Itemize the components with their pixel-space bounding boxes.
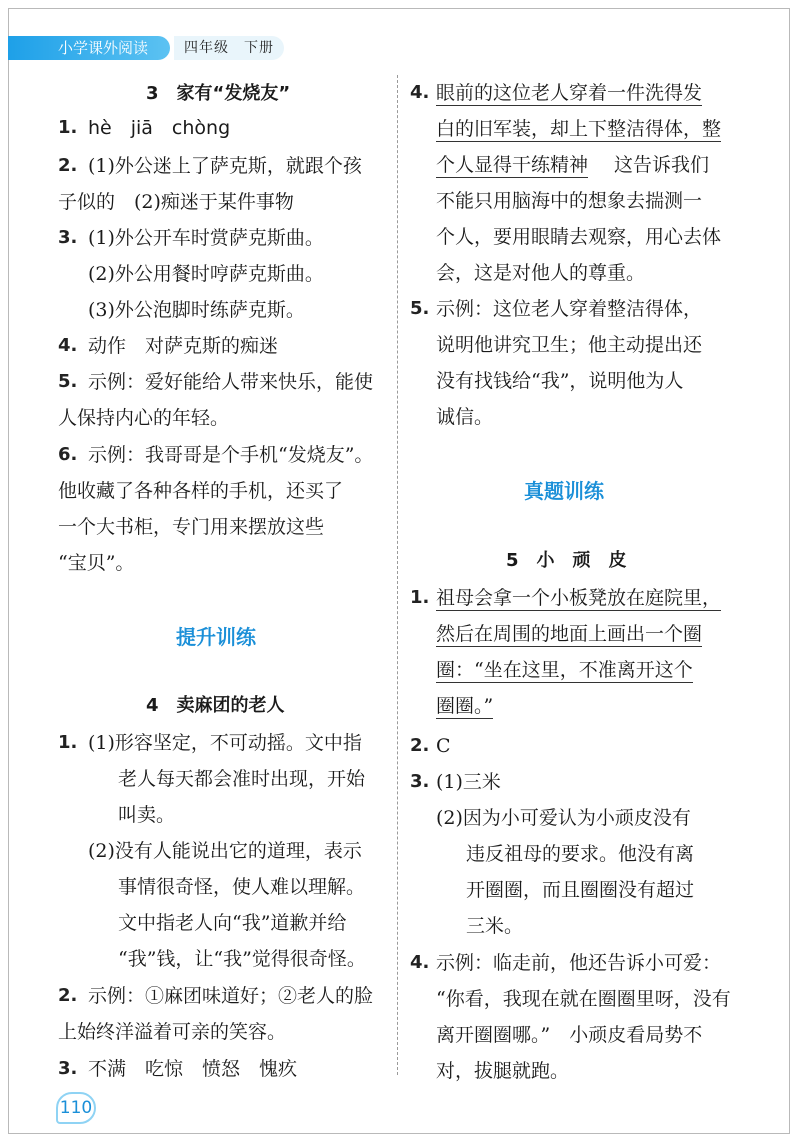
q6-line: 一个大书柜，专门用来摆放这些 bbox=[58, 516, 325, 538]
story-5-title: 5 小 顽 皮 bbox=[506, 550, 627, 571]
series-label: 小学课外阅读 bbox=[8, 36, 170, 60]
c1-line bbox=[436, 580, 721, 616]
q3-line: (1)外公开车时赏萨克斯曲。 bbox=[88, 227, 324, 249]
c3-line: (2)因为小可爱认为小顽皮没有 bbox=[436, 807, 691, 829]
a1-line: (2)没有人能说出它的道理，表示 bbox=[88, 840, 362, 862]
b4-line: 个人，要用眼睛去观察，用心去体 bbox=[436, 226, 722, 248]
c3-line: 开圈圈，而且圈圈没有超过 bbox=[466, 879, 695, 901]
column-divider bbox=[397, 75, 398, 1075]
c2-number: 2. bbox=[410, 735, 430, 756]
b4-line: 会，这是对他人的尊重。 bbox=[436, 262, 646, 284]
a2-line: 上始终洋溢着可亲的笑容。 bbox=[58, 1021, 287, 1043]
a3-text: 不满 吃惊 愤怒 愧疚 bbox=[88, 1058, 298, 1080]
story-3-title: 3 家有“发烧友” bbox=[146, 83, 291, 104]
q6-number: 6. bbox=[58, 444, 78, 465]
b4-line bbox=[436, 75, 702, 111]
page-number: 110 bbox=[56, 1092, 96, 1124]
c4-number: 4. bbox=[410, 952, 430, 973]
c1-number: 1. bbox=[410, 587, 430, 608]
a3-number: 3. bbox=[58, 1058, 78, 1079]
q5-line: 人保持内心的年轻。 bbox=[58, 407, 230, 429]
b4-line: 不能只用脑海中的想象去揣测一 bbox=[436, 190, 703, 212]
b5-line: 诚信。 bbox=[436, 406, 494, 428]
q4-number: 4. bbox=[58, 335, 78, 356]
q5-number: 5. bbox=[58, 371, 78, 392]
c1-line bbox=[436, 688, 493, 724]
q2-number: 2. bbox=[58, 155, 78, 176]
c4-line: 示例：临走前，他还告诉小可爱： bbox=[436, 952, 722, 974]
a2-number: 2. bbox=[58, 985, 78, 1006]
c3-number: 3. bbox=[410, 771, 430, 792]
a1-line: 文中指老人向“我”道歉并给 bbox=[118, 912, 347, 934]
q3-line: (3)外公泡脚时练萨克斯。 bbox=[88, 299, 305, 321]
b5-line: 没有找钱给“我”，说明他为人 bbox=[436, 370, 684, 392]
c1-line bbox=[436, 652, 693, 688]
underlined-text: 个人显得干练精神 bbox=[436, 154, 589, 176]
q6-line: “宝贝”。 bbox=[58, 552, 135, 574]
underlined-text: 眼前的这位老人穿着一件洗得发 bbox=[436, 82, 703, 104]
q6-line: 他收藏了各种各样的手机，还买了 bbox=[58, 480, 344, 502]
plain-text: 这告诉我们 bbox=[614, 154, 710, 176]
a1-line: 老人每天都会准时出现，开始 bbox=[118, 768, 366, 790]
b4-line bbox=[436, 111, 721, 147]
grade-label: 四年级 下册 bbox=[174, 36, 284, 60]
q6-line: 示例：我哥哥是个手机“发烧友”。 bbox=[88, 444, 374, 466]
q1-text: hè jiā chòng bbox=[88, 117, 231, 139]
underlined-text: 祖母会拿一个小板凳放在庭院里， bbox=[436, 587, 722, 609]
q4-text: 动作 对萨克斯的痴迷 bbox=[88, 335, 279, 357]
a1-line: 叫卖。 bbox=[118, 804, 176, 826]
q5-line: 示例：爱好能给人带来快乐，能使 bbox=[88, 371, 374, 393]
c4-line: 离开圈圈哪。” 小顽皮看局势不 bbox=[436, 1024, 703, 1046]
b4-line bbox=[436, 147, 709, 183]
underlined-text: 白的旧军装，却上下整洁得体，整 bbox=[436, 118, 722, 140]
c3-line: 三米。 bbox=[466, 915, 524, 937]
underlined-text: 圈圈。” bbox=[436, 695, 494, 717]
b4-number: 4. bbox=[410, 82, 430, 103]
q3-line: (2)外公用餐时哼萨克斯曲。 bbox=[88, 263, 324, 285]
section-title-exam: 真题训练 bbox=[524, 479, 604, 503]
q1-number: 1. bbox=[58, 117, 78, 138]
a1-line: 事情很奇怪，使人难以理解。 bbox=[118, 876, 366, 898]
a1-line: (1)形容坚定，不可动摇。文中指 bbox=[88, 732, 362, 754]
b5-line: 示例：这位老人穿着整洁得体， bbox=[436, 298, 703, 320]
a2-line: 示例：①麻团味道好；②老人的脸 bbox=[88, 985, 374, 1007]
c1-line bbox=[436, 616, 702, 652]
c3-line: 违反祖母的要求。他没有离 bbox=[466, 843, 695, 865]
a1-number: 1. bbox=[58, 732, 78, 753]
c2-text: C bbox=[436, 735, 451, 757]
section-title-advanced: 提升训练 bbox=[176, 625, 256, 649]
q2-line: (1)外公迷上了萨克斯，就跟个孩 bbox=[88, 155, 362, 177]
underlined-text: 然后在周围的地面上画出一个圈 bbox=[436, 623, 703, 645]
c4-line: “你看，我现在就在圈圈里呀，没有 bbox=[436, 988, 731, 1010]
underlined-text: 圈：“坐在这里，不准离开这个 bbox=[436, 659, 693, 681]
b5-line: 说明他讲究卫生；他主动提出还 bbox=[436, 334, 703, 356]
c3-line: (1)三米 bbox=[436, 771, 501, 793]
b5-number: 5. bbox=[410, 298, 430, 319]
q2-line: 子似的 (2)痴迷于某件事物 bbox=[58, 191, 294, 213]
a1-line: “我”钱，让“我”觉得很奇怪。 bbox=[118, 948, 366, 970]
q3-number: 3. bbox=[58, 227, 78, 248]
c4-line: 对，拔腿就跑。 bbox=[436, 1060, 570, 1082]
story-4-title: 4 卖麻团的老人 bbox=[146, 695, 285, 716]
